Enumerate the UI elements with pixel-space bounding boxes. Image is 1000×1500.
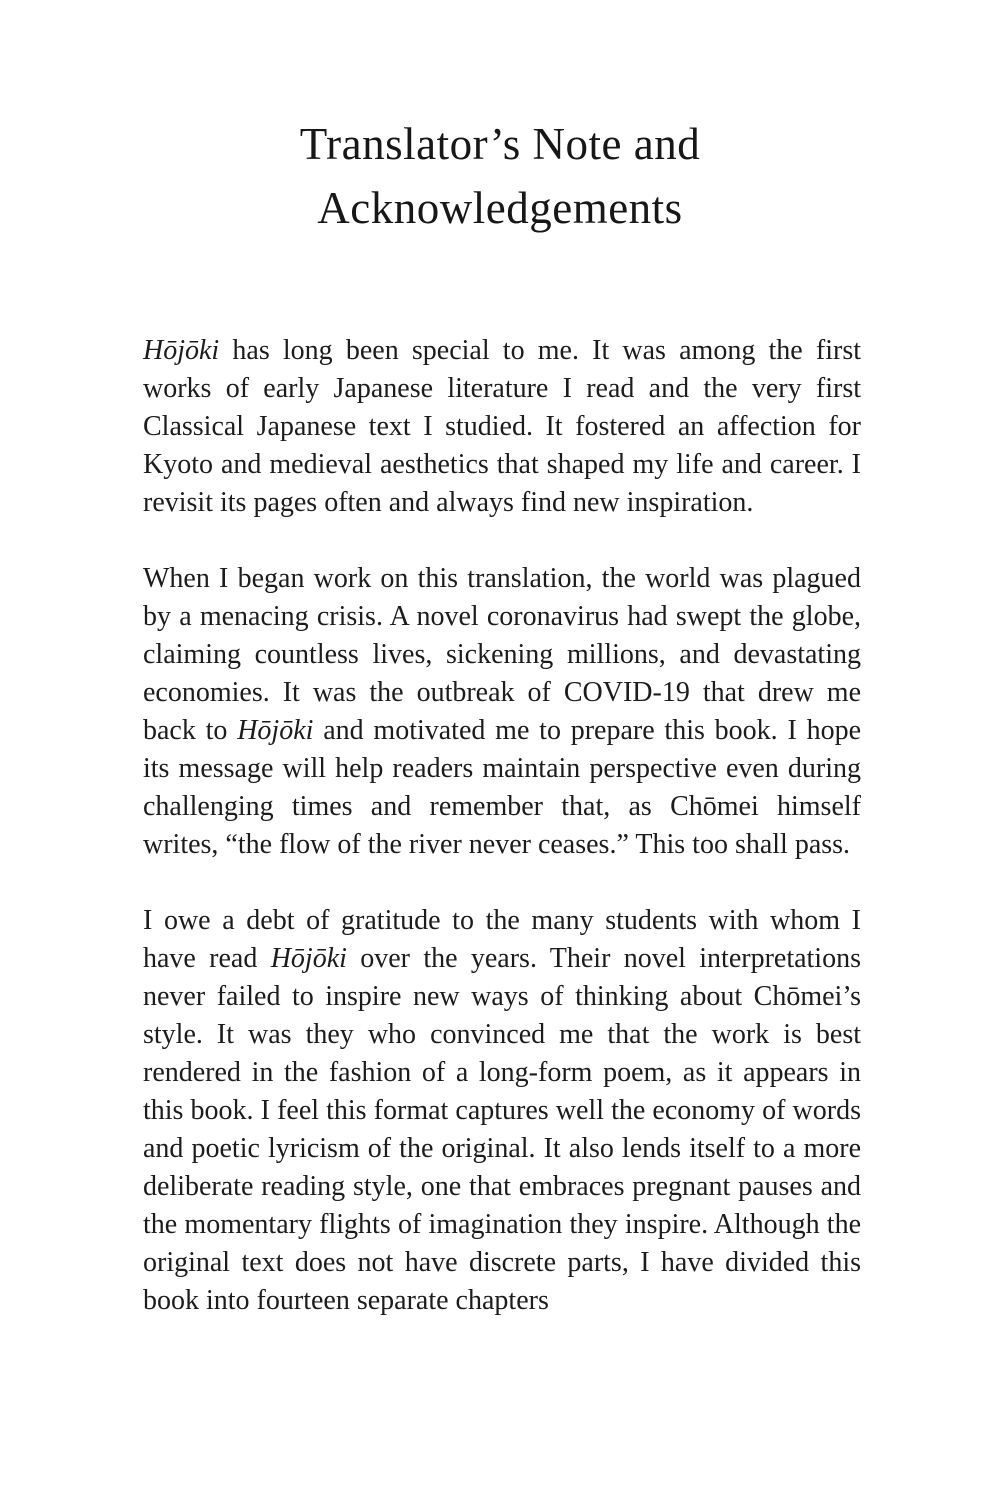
page-title <box>0 0 1000 240</box>
body-text-segment: has long been special to me. It was among the first works of early Japanese literature I read and the very first Classical Japanese text I studied. It fostered an affection for Kyoto and medieval aesthetics that shaped my life and career. I revisit its pages often and always find new inspiration. <box>143 335 861 518</box>
italic-text: Hōjōki <box>270 943 347 974</box>
title-line-2: Acknowledgements <box>317 183 683 233</box>
body-text <box>143 332 861 1320</box>
paragraph <box>143 902 861 1320</box>
body-text-segment: I owe a debt of gratitude to the many students with whom I have read <box>143 905 861 974</box>
paragraph <box>143 332 861 522</box>
italic-text: Hōjōki <box>237 715 314 746</box>
body-text-segment: and motivated me to prepare this book. I hope its message will help readers maintain perspective even during challenging times and remember that, as Chōmei himself writes, “the flow of the river never ceases.” This too shall pass. <box>143 715 861 860</box>
body-text-segment: When I began work on this translation, the world was plagued by a menacing crisis. A novel coronavirus had swept the globe, claiming countless lives, sickening millions, and devastating economies. It was the outbreak of COVID-19 that drew me back to <box>143 563 861 746</box>
body-text-segment: over the years. Their novel interpretations never failed to inspire new ways of thinking about Chōmei’s style. It was they who convinced me that the work is best rendered in the fashion of a long-form poem, as it appears in this book. I feel this format captures well the economy of words and poetic lyricism of the original. It also lends itself to a more deliberate reading style, one that embraces pregnant pauses and the momentary flights of imagination they inspire. Although the original text does not have discrete parts, I have divided this book into fourteen separate chapters <box>143 943 861 1316</box>
title-line-1: Translator’s Note and <box>299 119 701 169</box>
paragraph <box>143 560 861 864</box>
italic-text: Hōjōki <box>143 335 220 366</box>
